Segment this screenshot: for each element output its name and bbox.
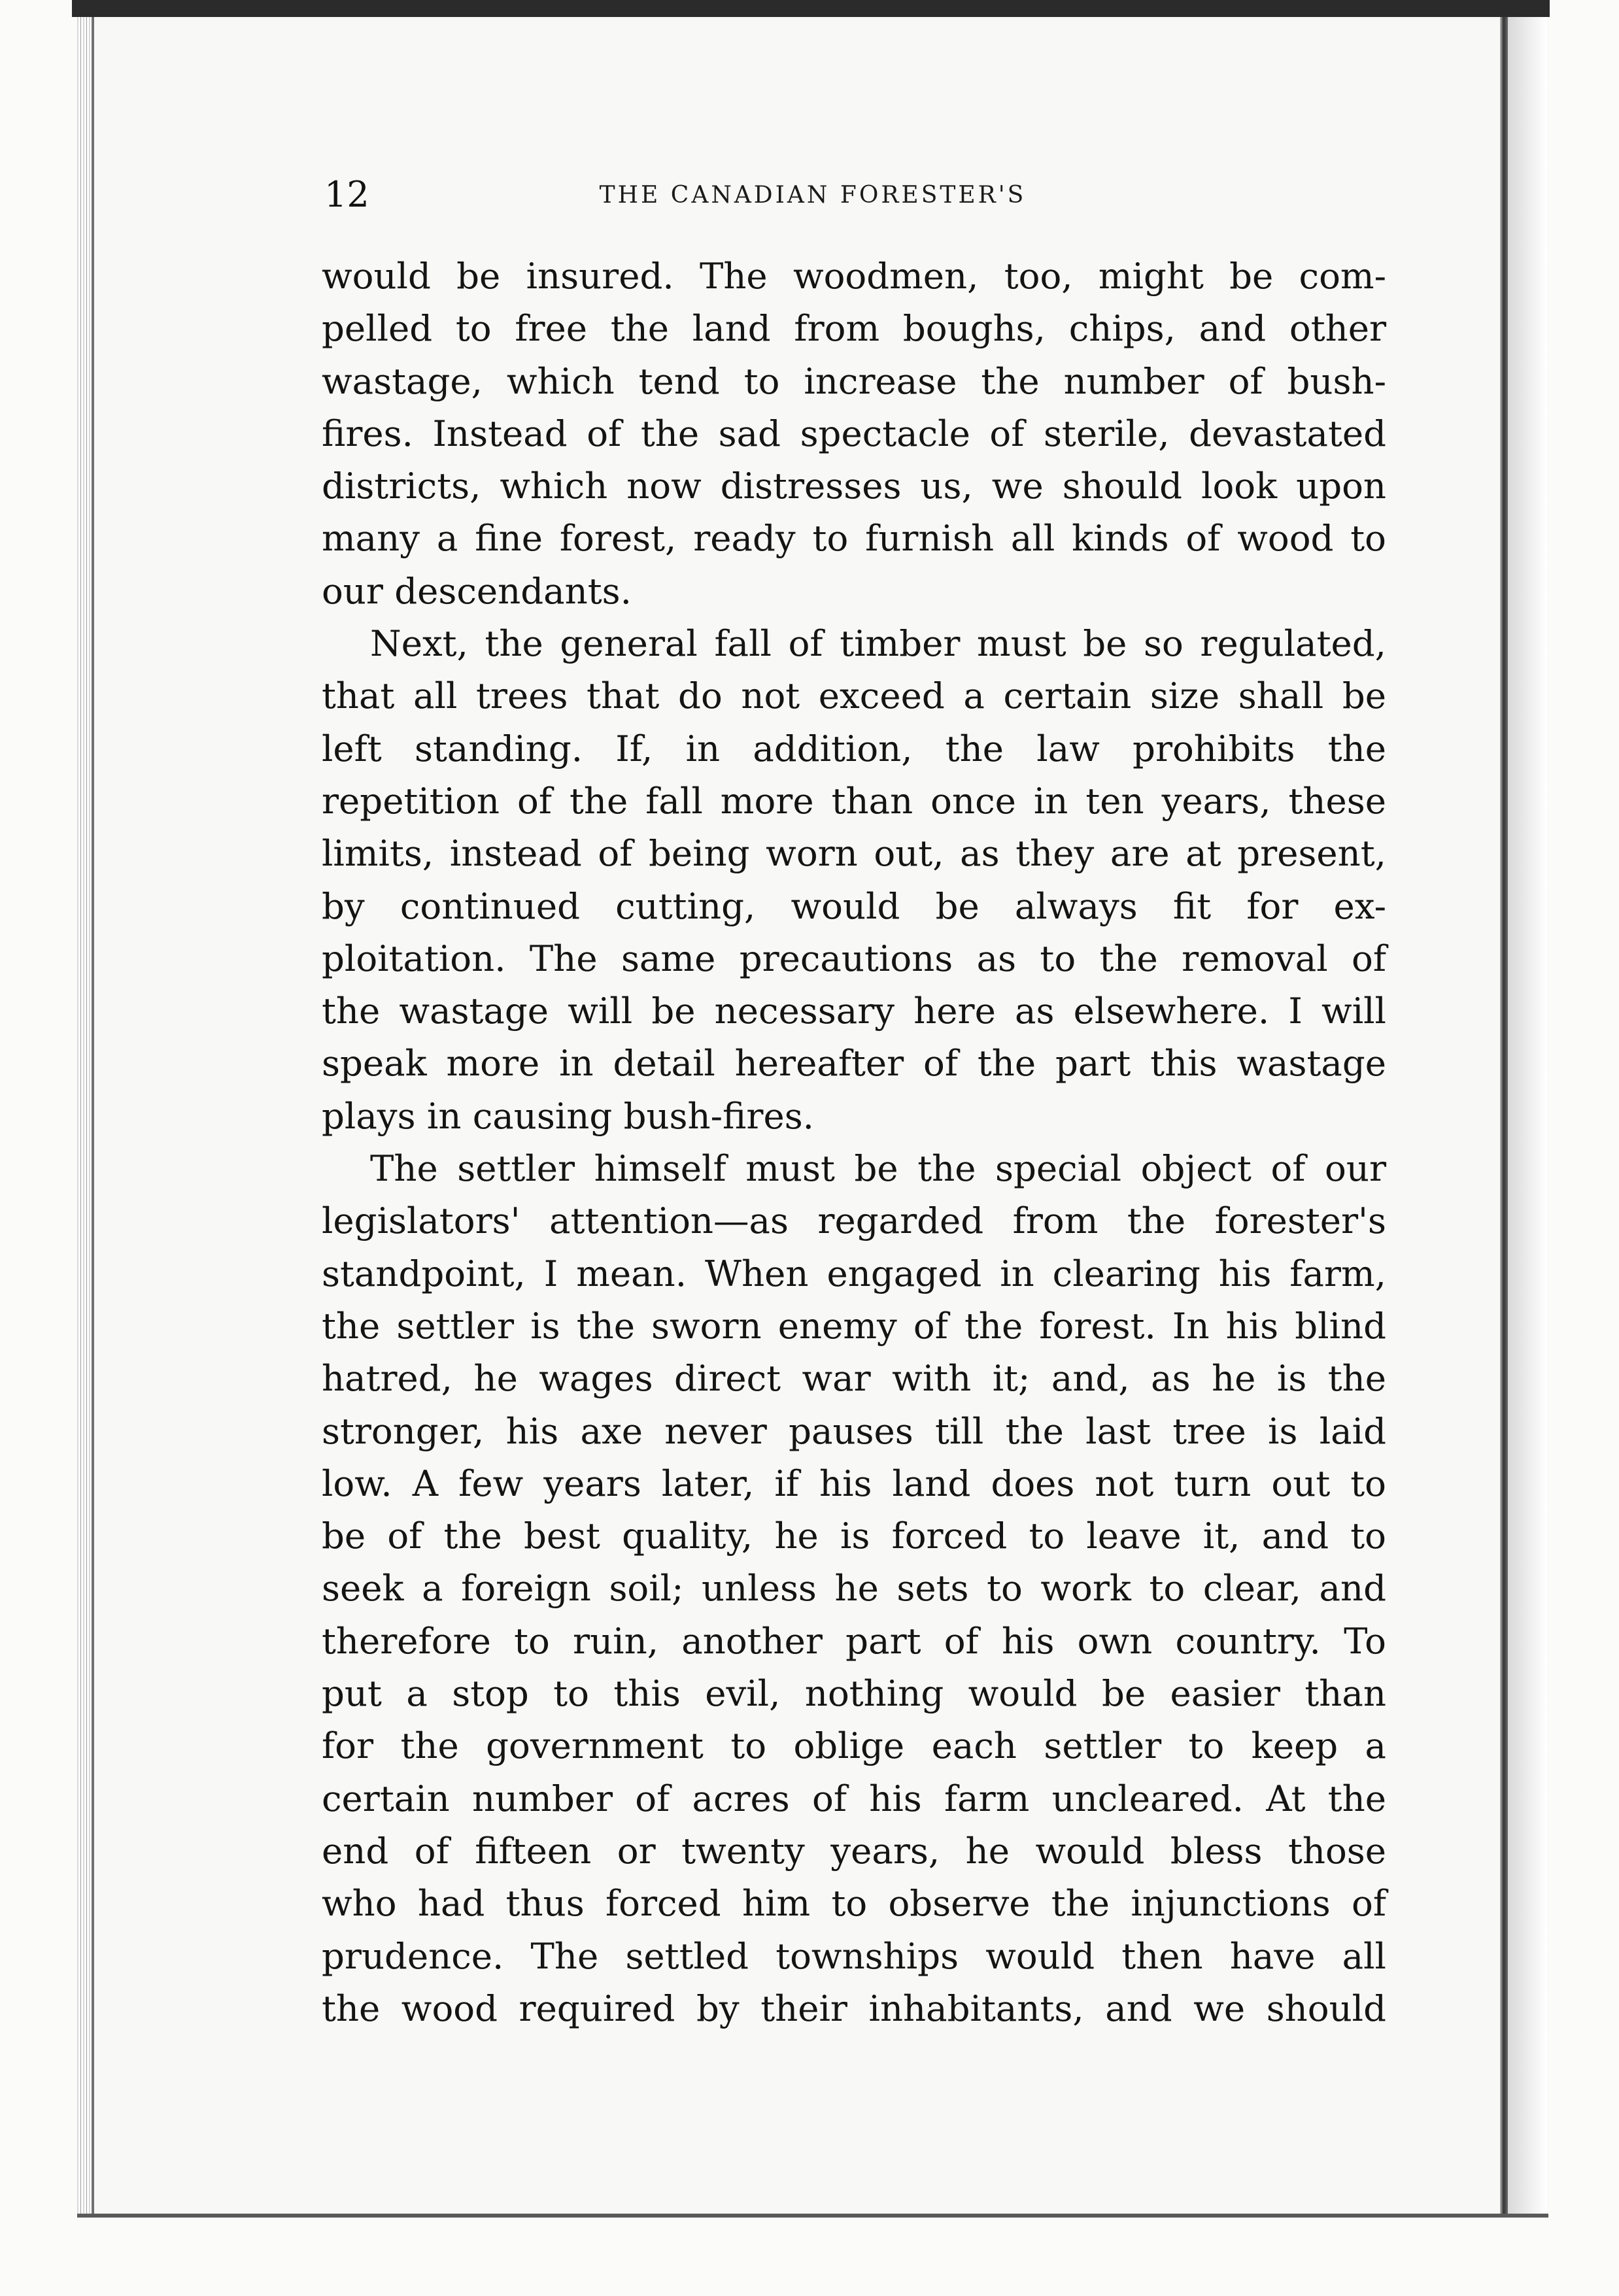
text-line: left standing. If, in addition, the law prohibits the	[322, 727, 1386, 769]
text-line: that all trees that do not exceed a certain size shall be	[322, 675, 1386, 717]
text-line: districts, which now distresses us, we should look upon	[322, 465, 1386, 507]
page-number: 12	[324, 174, 369, 215]
text-line: put a stop to this evil, nothing would be easier than	[322, 1672, 1386, 1715]
text-line: speak more in detail hereafter of the part this wastage	[322, 1042, 1386, 1085]
text-line: be of the best quality, he is forced to leave it, and to	[322, 1515, 1386, 1557]
text-line: repetition of the fall more than once in ten years, these	[322, 779, 1386, 822]
text-line: plays in causing bush-fires.	[322, 1094, 814, 1137]
text-line: legislators' attention—as regarded from the forester's	[322, 1200, 1386, 1242]
text-line: limits, instead of being worn out, as they are at present,	[322, 832, 1386, 875]
body-text	[322, 250, 1386, 2034]
text-line: wastage, which tend to increase the number of bush-	[322, 360, 1386, 402]
text-line: who had thus forced him to observe the injunctions of	[322, 1882, 1386, 1925]
text-line: low. A few years later, if his land does not turn out to	[322, 1462, 1386, 1504]
text-line: end of fifteen or twenty years, he would bless those	[322, 1829, 1386, 1872]
book-spine	[1500, 17, 1508, 2214]
text-line: for the government to oblige each settler to keep a	[322, 1725, 1386, 1767]
text-line: the wood required by their inhabitants, and we should	[322, 1987, 1386, 2029]
text-line: certain number of acres of his farm uncleared. At the	[322, 1777, 1386, 1819]
text-line: the settler is the sworn enemy of the forest. In his blind	[322, 1304, 1386, 1347]
text-line: stronger, his axe never pauses till the last tree is laid	[322, 1410, 1386, 1452]
facing-page-edge	[1508, 17, 1547, 2214]
text-line: fires. Instead of the sad spectacle of sterile, devastated	[322, 412, 1386, 454]
text-line: pelled to free the land from boughs, chips, and other	[322, 307, 1386, 350]
text-line: prudence. The settled townships would then have all	[322, 1934, 1386, 1977]
text-line: therefore to ruin, another part of his own country. To	[322, 1619, 1386, 1662]
text-line: hatred, he wages direct war with it; and, as he is the	[322, 1357, 1386, 1400]
scan-bottom-edge	[77, 2214, 1548, 2218]
running-title: THE CANADIAN FORESTER'S	[599, 182, 1027, 209]
page-stack-edge	[77, 17, 92, 2214]
scan-top-edge	[72, 0, 1550, 17]
text-line: many a fine forest, ready to furnish all kinds of wood to	[322, 517, 1386, 560]
text-line: The settler himself must be the special object of our	[370, 1147, 1386, 1190]
text-line: seek a foreign soil; unless he sets to work to clear, and	[322, 1567, 1386, 1610]
text-line: our descendants.	[322, 569, 632, 612]
text-line: ploitation. The same precautions as to the removal of	[322, 937, 1386, 979]
text-line: by continued cutting, would be always fit for ex-	[322, 885, 1386, 927]
text-line: the wastage will be necessary here as elsewhere. I will	[322, 990, 1386, 1032]
text-line: standpoint, I mean. When engaged in clearing his farm,	[322, 1252, 1386, 1294]
text-line: Next, the general fall of timber must be so regulated,	[370, 622, 1386, 665]
text-line: would be insured. The woodmen, too, might be com-	[322, 255, 1386, 297]
